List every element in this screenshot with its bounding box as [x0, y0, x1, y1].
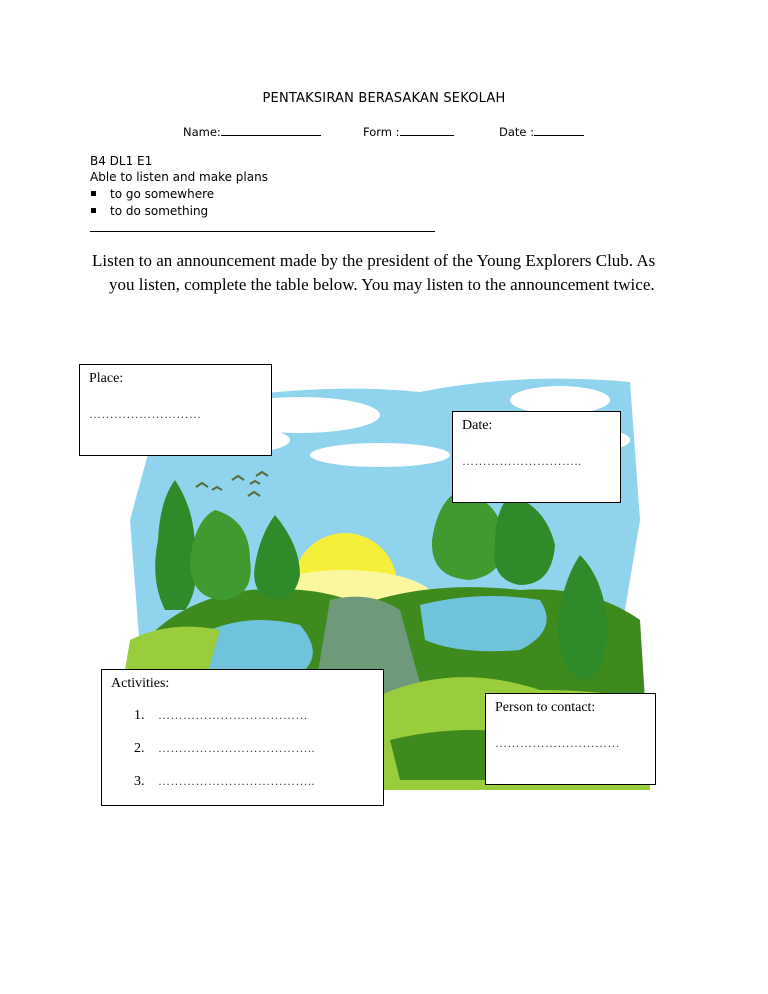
bullet-icon	[91, 208, 96, 213]
date-blank[interactable]	[534, 124, 584, 136]
activity-item[interactable]: 1. ………………………………	[134, 708, 308, 723]
name-field[interactable]	[183, 124, 321, 139]
bullet-item: to do something	[90, 204, 208, 218]
date-box	[452, 411, 621, 503]
date-label: Date:	[462, 418, 493, 433]
form-label: Form :	[363, 125, 400, 139]
activity-item[interactable]: 3. ………………………………..	[134, 774, 315, 789]
bullet-icon	[91, 191, 96, 196]
learning-objective: Able to listen and make plans	[90, 170, 268, 184]
date-header-label: Date :	[499, 125, 535, 139]
activities-label: Activities:	[111, 676, 170, 691]
page-title: PENTAKSIRAN BERASAKAN SEKOLAH	[262, 91, 506, 106]
form-field[interactable]	[363, 124, 454, 139]
place-box	[79, 364, 272, 456]
contact-label: Person to contact:	[495, 700, 596, 715]
instruction-line-2: you listen, complete the table below. You may listen to the announcement twice.	[109, 275, 655, 294]
instruction-line-1: Listen to an announcement made by the president of the Young Explorers Club. As	[92, 251, 656, 270]
contact-answer[interactable]: …………………………	[495, 736, 620, 750]
activity-item[interactable]: 2. ………………………………..	[134, 741, 315, 756]
activities-box	[101, 669, 384, 806]
date-answer[interactable]: ………………………..	[462, 454, 582, 468]
date-field[interactable]	[499, 124, 584, 139]
instruction	[92, 249, 712, 297]
place-answer[interactable]: ………………………	[89, 407, 202, 421]
learning-code: B4 DL1 E1	[90, 154, 153, 168]
divider	[90, 231, 435, 232]
place-label: Place:	[89, 371, 124, 386]
name-label: Name:	[183, 125, 221, 139]
name-blank[interactable]	[221, 124, 321, 136]
lake-right	[420, 596, 547, 651]
contact-box	[485, 693, 656, 785]
form-blank[interactable]	[400, 124, 454, 136]
bullet-item: to go somewhere	[90, 187, 214, 201]
